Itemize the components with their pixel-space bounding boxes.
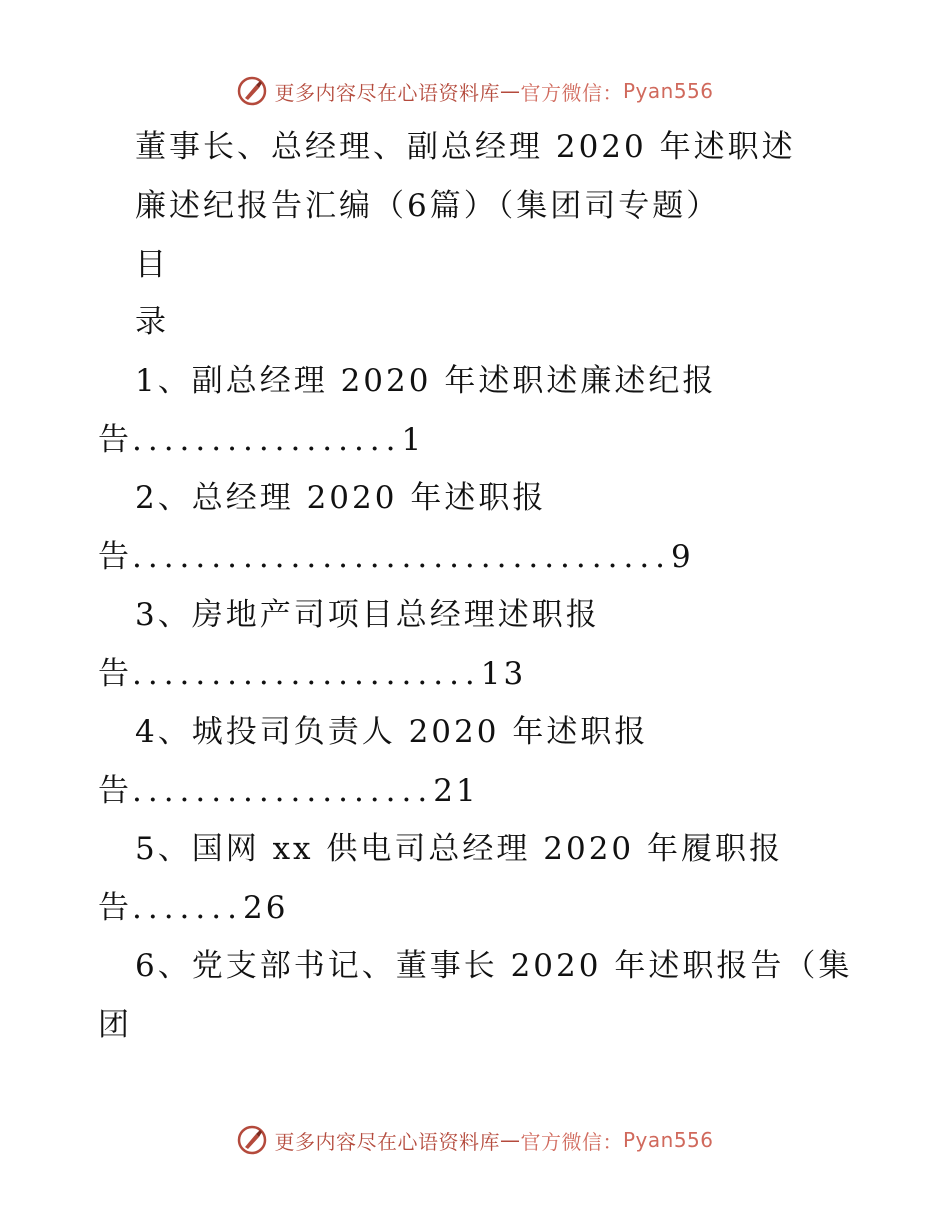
pen-logo-icon [236,1124,268,1156]
toc-entry-1-page: 1 [401,422,425,458]
toc-entry-4-continuation[interactable] [98,766,479,816]
toc-entry-3-page: 13 [480,656,527,692]
watermark-dash: — [499,79,521,103]
toc-entry-2-leader: .................................. [132,539,672,575]
toc-entry-3-title[interactable]: 3、房地产司项目总经理述职报 [135,597,600,633]
toc-entry-1-leader: ................. [132,422,402,458]
toc-entry-3-continuation[interactable] [98,649,526,699]
document-title-line-2: 廉述纪报告汇编（6篇）（集团司专题） [135,188,721,224]
wechat-id: Pyan556 [622,79,714,103]
toc-entry-5-leader: ....... [132,890,243,926]
toc-entry-5-page: 26 [242,890,289,926]
toc-entry-6-title[interactable]: 6、党支部书记、董事长 2020 年述职报告（集 [135,948,853,984]
pen-logo-icon [236,75,268,107]
toc-entry-1-title[interactable]: 1、副总经理 2020 年述职述廉述纪报 [135,363,717,399]
toc-entry-5-continuation[interactable] [98,883,288,933]
wechat-id: Pyan556 [622,1128,714,1152]
toc-entry-5-tail: 告 [98,890,132,926]
watermark-text: 更多内容尽在心语资料库 [274,1129,500,1154]
toc-entry-4-title[interactable]: 4、城投司负责人 2020 年述职报 [135,714,649,750]
toc-entry-5-title[interactable]: 5、国网 xx 供电司总经理 2020 年履职报 [135,831,783,867]
toc-entry-6-tail: 团 [98,1007,132,1043]
toc-entry-1-continuation[interactable] [98,415,424,465]
watermark-dash: — [499,1128,521,1152]
document-title-line-1: 董事长、总经理、副总经理 2020 年述职述 [135,129,796,165]
watermark-banner-bottom [0,1120,950,1160]
watermark-text: 更多内容尽在心语资料库 [274,80,500,105]
toc-entry-2-tail: 告 [98,539,132,575]
watermark-banner-top [0,71,950,111]
toc-entry-6-continuation[interactable] [98,1000,132,1050]
toc-entry-4-leader: ................... [132,773,434,809]
toc-entry-2-page: 9 [671,539,694,575]
wechat-label: 官方微信： [520,80,623,105]
toc-entry-1-tail: 告 [98,422,132,458]
toc-entry-2-title[interactable]: 2、总经理 2020 年述职报 [135,480,547,516]
wechat-label: 官方微信： [520,1129,623,1154]
toc-heading-part-2: 录 [135,304,169,340]
toc-entry-4-tail: 告 [98,773,132,809]
toc-entry-2-continuation[interactable] [98,532,694,582]
toc-entry-3-tail: 告 [98,656,132,692]
toc-entry-4-page: 21 [433,773,479,809]
toc-heading-part-1: 目 [135,247,169,283]
toc-entry-3-leader: ...................... [132,656,481,692]
